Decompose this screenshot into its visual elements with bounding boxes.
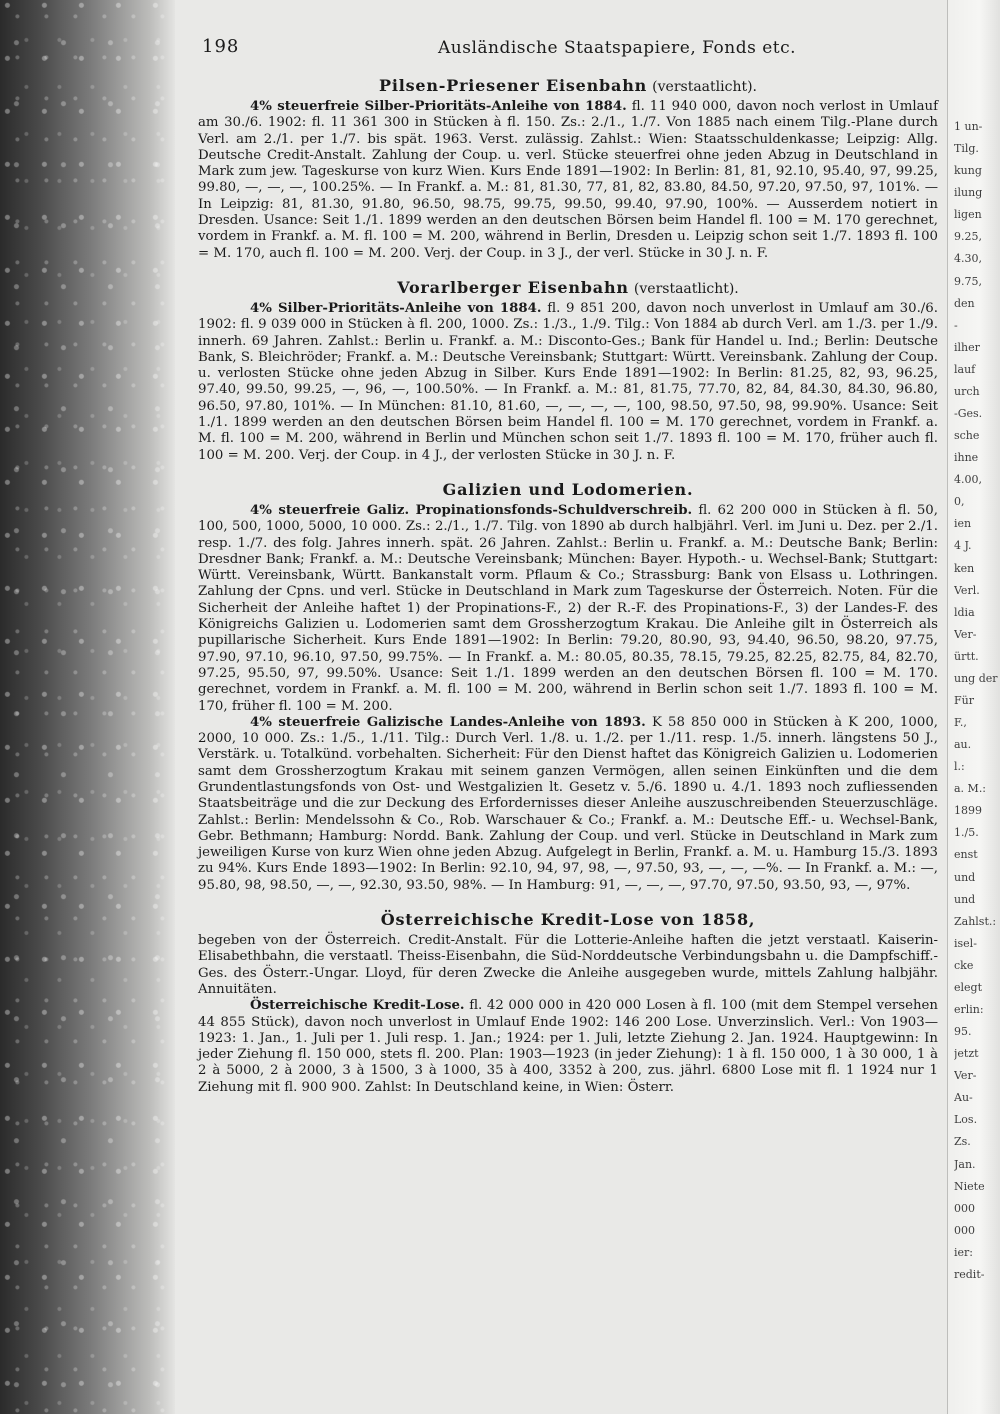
margin-fragment: Verl.: [954, 583, 980, 597]
margin-fragment: F.,: [954, 716, 967, 730]
margin-fragment: redit-: [954, 1267, 985, 1281]
margin-fragment: Für: [954, 693, 974, 707]
margin-fragment: 1./5.: [954, 826, 979, 840]
section-note: (verstaatlicht).: [633, 280, 739, 297]
margin-fragment: ilung: [954, 186, 983, 200]
margin-fragment: 1 un-: [954, 120, 983, 133]
margin-fragment: 0,: [954, 495, 965, 509]
bond-entry: [198, 503, 938, 715]
margin-fragment: sche: [954, 429, 980, 443]
section-heading: [198, 278, 938, 297]
section-title: Vorarlberger Eisenbahn: [397, 277, 629, 297]
margin-fragment: und: [954, 870, 976, 884]
bond-text: fl. 11 940 000, davon noch verlost in Umlauf am 30./6. 1902: fl. 11 361 300 in Stücken à fl. 150. Zs.: 2./1., 1./7. Von 1885 nach einem Tilg.-Plane durch Verl. am 2./1. per 1./7. bis spät. 1963. Verst. zulässig. Zahlst.: Wien: Staatsschuldenkasse; Leipzig: Allg. Deutsche Credit-Anstalt. Zahlung der Coup. u. verl. Stücke steuerfrei ohne jeden Abzug in Deutschland in Mark zum jew. Tageskurse von kurz Wien. Kurs Ende 1891—1902: In Berlin: 81, 81, 92.10, 95.40, 97, 99.25, 99.80, —, —, —, 100.25%. — In Frankf. a. M.: 81, 81.30, 77, 81, 82, 83.80, 84.50, 97.20, 97.50, 97, 101%. — In Leipzig: 81, 81.30, 91.80, 96.50, 98.75, 99.75, 99.50, 99.40, 97.90, 100%. — Ausserdem notiert in Dresden. Usance: Seit 1./1. 1899 werden an den deutschen Börsen beim Handel fl. 100 = M. 170 gerechnet, vordem in Frankf. a. M. fl. 100 = M. 200, während in Berlin, Dresden u. Leipzig schon seit 1./7. 1893 fl. 100 = M. 170, auch fl. 100 = M. 200. Verj. der Coup. in 3 J., der verl. Stücke in 30 J. n. F.: [198, 99, 938, 261]
running-title: Ausländische Staatspapiere, Fonds etc.: [438, 38, 797, 58]
bond-intro: [198, 933, 938, 998]
margin-fragment: 000: [954, 1201, 975, 1215]
bond-text: begeben von der Österreich. Credit-Anstalt. Für die Lotterie-Anleihe haften die jetzt verstaatl. Kaiserin-Elisabethbahn, die verstaatl. Theiss-Eisenbahn, die Süd-Norddeutsche Verbindungsbahn u. die Dampfschiff.-Ges. des Österr.-Ungar. Lloyd, für deren Zwecke die Anleihe ausgegeben wurde, mittels Zahlung halbjähr. Annuitäten.: [198, 933, 938, 997]
bond-text: fl. 9 851 200, davon noch unverlost in Umlauf am 30./6. 1902: fl. 9 039 000 in Stücken à fl. 200, 1000. Zs.: 1./3., 1./9. Tilg.: Von 1884 ab durch Verl. am 1./3. per 1./9. innerh. 69 Jahren. Zahlst.: Berlin u. Frankf. a. M.: Disconto-Ges.; Bank für Handel u. Ind.; Berlin: Deutsche Bank, S. Bleichröder; Frankf. a. M.: Deutsche Vereinsbank; Stuttgart: Württ. Vereinsbank. Zahlung der Coup. u. verlosten Stücke ohne jeden Abzug in Silber. Kurs Ende 1891—1902: In Berlin: 81.25, 82, 93, 96.25, 97.40, 99.50, 99.25, —, 96, —, 100.50%. — In Frankf. a. M.: 81, 81.75, 77.70, 82, 84, 84.30, 84.30, 96.80, 96.50, 97.80, 101%. — In München: 81.10, 81.60, —, —, —, —, 100, 98.50, 97.50, 98, 99.90%. Usance: Seit 1./1. 1899 werden an den deutschen Börsen beim Handel fl. 100 = M. 170 gerechnet, vordem in Frankf. a. M. fl. 100 = M. 200, während in Berlin und München schon seit 1./7. 1893 fl. 100 = M. 170, früher auch fl. 100 = M. 200. Verj. der Coup. in 4 J., der verlosten Stücke in 30 J. n. F.: [198, 300, 938, 463]
margin-fragment: 000: [954, 1223, 975, 1237]
margin-fragment: 4 J.: [954, 539, 972, 553]
section-heading: [198, 76, 938, 95]
margin-fragment: Tilg.: [954, 142, 979, 156]
bond-entry: [198, 998, 938, 1096]
margin-fragment: -: [954, 318, 958, 332]
bond-title: 4% steuerfreie Galizische Landes-Anleihe von 1893.: [250, 714, 646, 730]
margin-fragment: isel-: [954, 936, 977, 950]
section-title: Österreichische Kredit-Lose von 1858,: [380, 910, 756, 930]
bond-text: fl. 62 200 000 in Stücken à fl. 50, 100, 500, 1000, 5000, 10 000. Zs.: 2./1., 1./7. Tilg. von 1890 ab durch halbjährl. Verl. im Juni u. Dez. per 2./1. resp. 1./7. des folg. Jahres innerh. spät. 26 Jahren. Zahlst.: Berlin u. Frankf. a. M.: Deutsche Bank; Berlin: Dresdner Bank; Frankf. a. M.: Deutsche Vereinsbank; München: Bayer. Hypoth.- u. Wechsel-Bank; Stuttgart: Württ. Vereinsbank, Württ. Bankanstalt vorm. Pflaum & Co.; Strassburg: Bank von Elsass u. Lothringen. Zahlung der Cpns. und verl. Stücke in Deutschland in Mark zum Tageskurse der Österreich. Noten. Für die Sicherheit der Anleihe haftet 1) der Propinations-F., 2) der R.-F. des Propinations-F., 3) der Landes-F. des Königreichs Galizien u. Lodomerien samt dem Grossherzogtum Krakau. Die Anleihe gilt in Österreich als pupillarische Sicherheit. Kurs Ende 1891—1902: In Berlin: 79.20, 80.90, 93, 94.40, 96.50, 98.20, 97.75, 97.90, 97.10, 96.10, 97.50, 99.75%. — In Frankf. a. M.: 80.05, 80.35, 78.15, 79.25, 82.25, 82.75, 84, 82.70, 97.25, 95.50, 97, 99.50%. Usance: Seit 1./1. 1899 werden an den deutschen Börsen fl. 100 = M. 170. gerechnet, vordem in Frankf. a. M. fl. 100 = M. 200, während in Berlin schon seit 1./7. 1893 fl. 100 = M. 170, früher fl. 100 = M. 200.: [198, 502, 938, 714]
margin-fragment: lauf: [954, 362, 976, 376]
section-title: Pilsen-Priesener Eisenbahn: [378, 76, 648, 95]
margin-fragment: ldia: [954, 605, 975, 619]
margin-fragment: ilher: [954, 340, 980, 354]
margin-fragment: Niete: [954, 1179, 985, 1193]
margin-fragment: -Ges.: [954, 406, 983, 420]
margin-fragment: ürtt.: [954, 649, 979, 663]
book-page: [198, 34, 938, 1096]
bond-text: fl. 42 000 000 in 420 000 Losen à fl. 100 (mit dem Stempel versehen 44 855 Stück), davon noch unverlost in Umlauf Ende 1902: 146 200 Lose. Unverzinslich. Verl.: Von 1903—1923: 1. Jan., 1. Juli per 1. Juli resp. 1. Jan.; 1924: per 1. Juli, letzte Ziehung 2. Jan. 1924. Hauptgewinn: In jeder Ziehung fl. 150 000, stets fl. 200. Plan: 1903—1923 (in jeder Ziehung): 1 à fl. 150 000, 1 à 30 000, 1 à 2 à 5000, 2 à 2000, 3 à 1500, 3 à 1000, 35 à 400, 3352 à 200, zus. jährl. 6800 Lose mit fl. 1 1924 nur 1 Ziehung mit fl. 900 900. Zahlst: In Deutschland keine, in Wien: Österr.: [198, 998, 938, 1095]
margin-fragment: ken: [954, 561, 975, 575]
margin-fragment: urch: [954, 384, 980, 398]
scan-left-margin: [0, 0, 175, 1414]
bond-title: 4% steuerfreie Silber-Prioritäts-Anleihe von 1884.: [250, 99, 627, 114]
running-head: [198, 34, 938, 66]
section-heading: [198, 480, 938, 499]
page-number: 198: [202, 36, 240, 57]
section-heading: [198, 910, 938, 929]
bond-title: 4% steuerfreie Galiz. Propinationsfonds-Schuldverschreib.: [250, 502, 693, 518]
margin-fragment: ung der: [954, 671, 998, 685]
margin-fragment: ien: [954, 517, 972, 531]
margin-fragment: 9.25,: [954, 230, 982, 244]
facing-page-edge: [947, 0, 1000, 1414]
margin-fragment: 4.00,: [954, 473, 982, 487]
margin-fragment: Au-: [954, 1091, 973, 1105]
margin-fragment: ier:: [954, 1245, 973, 1259]
margin-fragment: Ver-: [954, 1069, 977, 1083]
margin-fragment: l.:: [954, 760, 965, 774]
margin-fragment: Los.: [954, 1113, 978, 1127]
bond-entry: [198, 715, 938, 894]
margin-fragment: den: [954, 296, 975, 310]
bond-text: K 58 850 000 in Stücken à K 200, 1000, 2000, 10 000. Zs.: 1./5., 1./11. Tilg.: Durch Verl. 1./8. u. 1./2. per 1./11. resp. 1./5. innerh. längstens 50 J., Verstärk. u. Totalkünd. vorbehalten. Sicherheit: Für den Dienst haftet das Königreich Galizien u. Lodomerien samt dem Grossherzogtum Krakau mit seinem ganzen Vermögen, allen seinen Einkünften und die dem Grundentlastungsfonds von Ost- und Westgalizien lt. Gesetz v. 5./6. 1890 u. 4./1. 1893 noch zufliessenden Staatsbeiträge und die zur Deckung des Erfordernisses dieser Anleihe auszuschreibenden Steuerzuschläge. Zahlst.: Berlin: Mendelssohn & Co., Rob. Warschauer & Co.; Frankf. a. M.: Deutsche Eff.- u. Wechsel-Bank, Gebr. Bethmann; Hamburg: Nordd. Bank. Zahlung der Coup. und verl. Stücke in Deutschland in Mark zum jeweiligen Kurse von kurz Wien ohne jeden Abzug. Aufgelegt in Berlin, Frankf. a. M. u. Hamburg 15./3. 1893 zu 94%. Kurs Ende 1893—1902: In Berlin: 92.10, 94, 97, 98, —, 97.50, 93, —, —, —%. — In Frankf. a. M.: —, 95.80, 98, 98.50, —, —, 92.30, 93.50, 98%. — In Hamburg: 91, —, —, —, 97.70, 97.50, 93.50, 93, —, 97%.: [198, 714, 939, 893]
margin-fragment: 1899: [954, 804, 982, 818]
bond-title: 4% Silber-Prioritäts-Anleihe von 1884.: [250, 300, 542, 316]
margin-fragment: Ver-: [954, 627, 977, 641]
margin-fragment: ihne: [954, 451, 979, 465]
margin-fragment: jetzt: [954, 1047, 979, 1061]
margin-fragment: enst: [954, 848, 978, 862]
bond-entry: [198, 301, 938, 464]
margin-fragment: und: [954, 892, 976, 906]
margin-fragment: elegt: [954, 980, 982, 994]
bond-entry: [198, 99, 938, 262]
margin-fragment: Zs.: [954, 1135, 971, 1149]
section-title: Galizien und Lodomerien.: [442, 479, 694, 499]
margin-fragment: a. M.:: [954, 782, 987, 796]
margin-fragment: kung: [954, 164, 982, 178]
margin-fragment: Zahlst.:: [954, 914, 997, 928]
margin-fragment: au.: [954, 738, 972, 752]
margin-fragment: cke: [954, 958, 974, 972]
margin-fragment: ligen: [954, 208, 982, 222]
margin-fragment: Jan.: [954, 1157, 976, 1171]
margin-fragment: erlin:: [954, 1003, 984, 1017]
bond-title: Österreichische Kredit-Lose.: [250, 998, 465, 1014]
margin-fragment: 9.75,: [954, 274, 982, 288]
section-note: (verstaatlicht).: [652, 79, 758, 95]
margin-fragment: 95.: [954, 1025, 972, 1039]
margin-fragment: 4.30,: [954, 252, 982, 266]
